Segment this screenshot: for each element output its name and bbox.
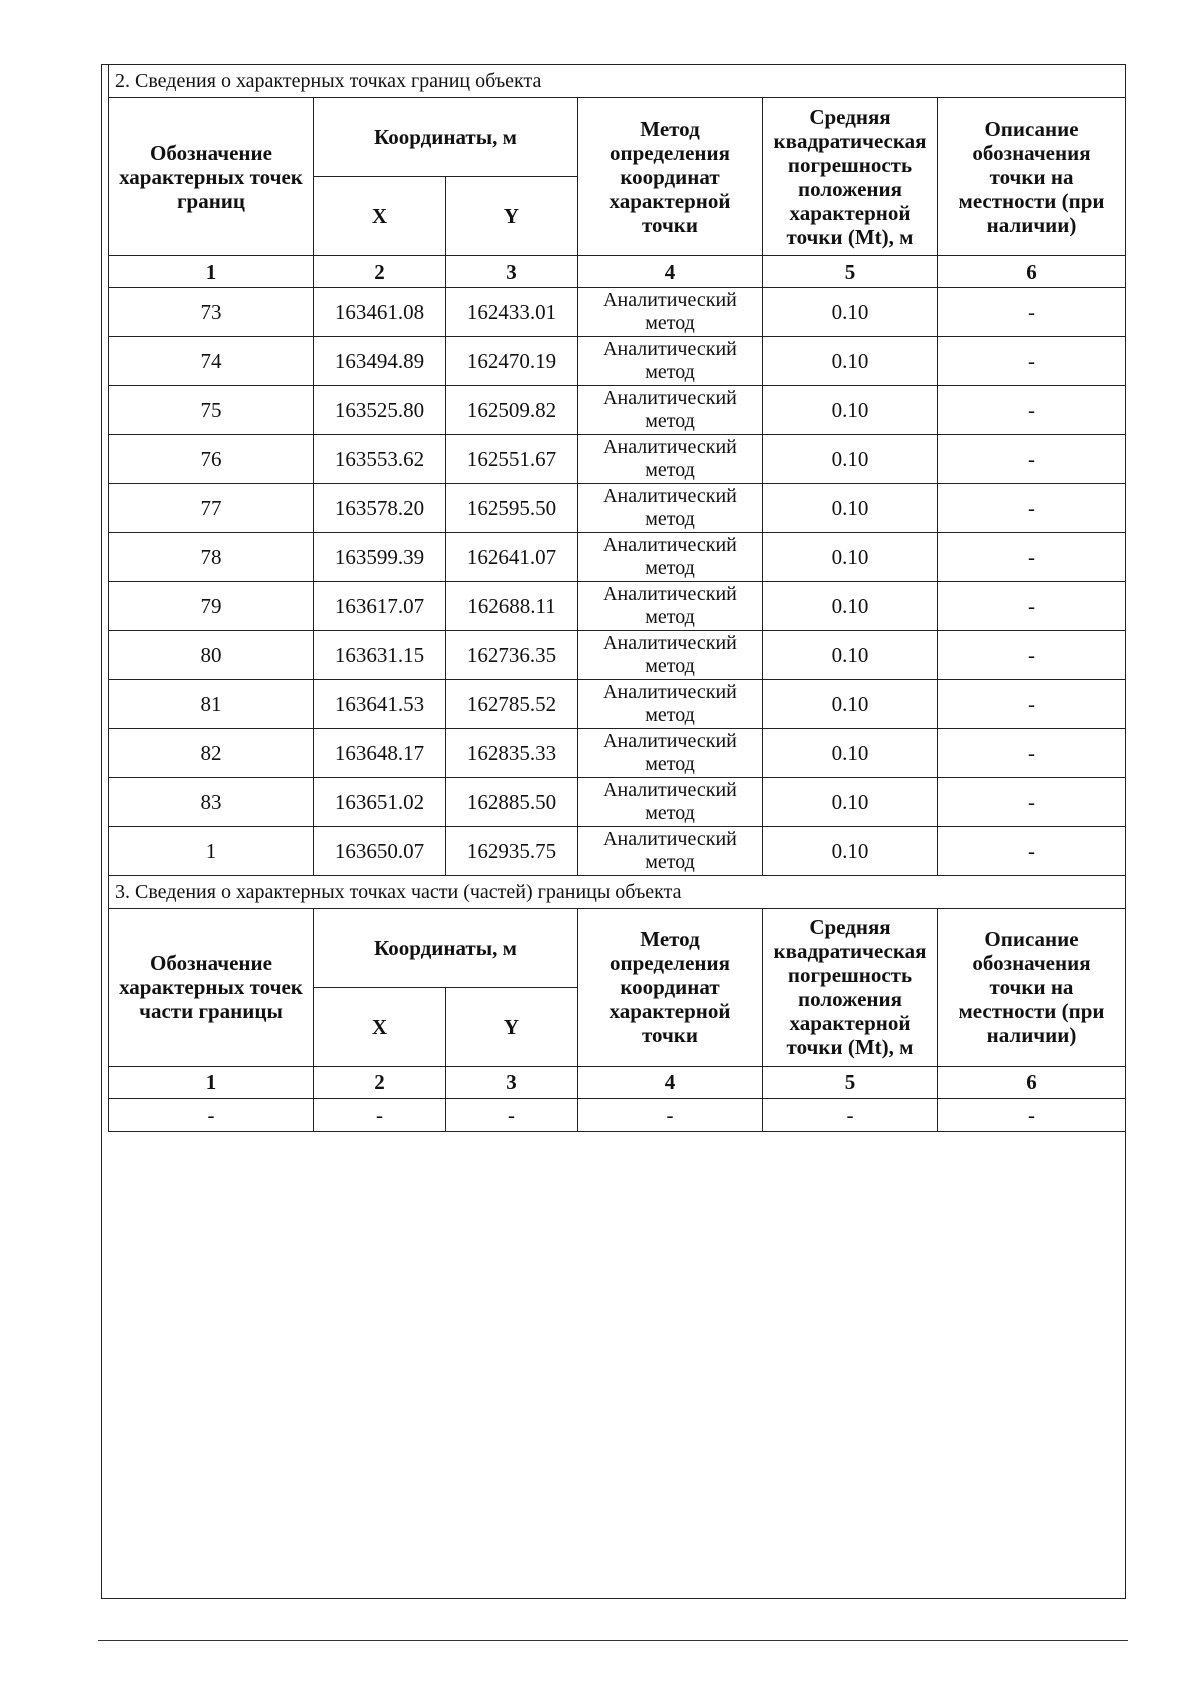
description: - [938,288,1126,337]
mt-error: 0.10 [763,337,938,386]
coord-y: 162509.82 [446,386,578,435]
description: - [938,484,1126,533]
boundary-points-table [108,64,1126,876]
point-id: 77 [109,484,314,533]
header-designation: Обозначение характерных точек границ [109,98,314,256]
mt-error: 0.10 [763,778,938,827]
column-number: 5 [763,256,938,288]
mt-error: 0.10 [763,729,938,778]
table-row [109,288,1126,337]
coord-y: 162433.01 [446,288,578,337]
coord-x: 163651.02 [314,778,446,827]
coord-x: 163648.17 [314,729,446,778]
table-row [109,484,1126,533]
column-number: 3 [446,1066,578,1098]
coord-y: 162641.07 [446,533,578,582]
column-number: 6 [938,1066,1126,1098]
table-row [109,778,1126,827]
header-method: Метод определения координат характерной точки [578,98,763,256]
point-id: 75 [109,386,314,435]
empty-cell: - [578,1098,763,1131]
header-y: Y [446,177,578,256]
method: Аналитический метод [578,533,763,582]
section-2-title: 2. Сведения о характерных точках границ объекта [109,65,1126,98]
table-row [109,680,1126,729]
point-id: 76 [109,435,314,484]
column-numbers-row [109,256,1126,288]
method: Аналитический метод [578,827,763,876]
column-number: 2 [314,256,446,288]
description: - [938,533,1126,582]
table-row [109,337,1126,386]
header-y: Y [446,987,578,1066]
mt-error: 0.10 [763,288,938,337]
column-number: 6 [938,256,1126,288]
header-description: Описание обозначения точки на местности (при наличии) [938,98,1126,256]
point-id: 73 [109,288,314,337]
empty-cell: - [763,1098,938,1131]
column-number: 1 [109,1066,314,1098]
header-error: Средняя квадратическая погрешность положения характерной точки (Mt), м [763,98,938,256]
method: Аналитический метод [578,435,763,484]
table-row [109,582,1126,631]
description: - [938,631,1126,680]
header-coordinates: Координаты, м [314,908,578,987]
empty-cell: - [314,1098,446,1131]
coord-y: 162835.33 [446,729,578,778]
section-3-title: 3. Сведения о характерных точках части (частей) границы объекта [109,875,1126,908]
mt-error: 0.10 [763,631,938,680]
header-designation: Обозначение характерных точек части границы [109,908,314,1066]
mt-error: 0.10 [763,582,938,631]
coord-x: 163641.53 [314,680,446,729]
point-id: 82 [109,729,314,778]
mt-error: 0.10 [763,435,938,484]
mt-error: 0.10 [763,386,938,435]
description: - [938,827,1126,876]
mt-error: 0.10 [763,484,938,533]
coord-x: 163617.07 [314,582,446,631]
column-number: 5 [763,1066,938,1098]
header-error: Средняя квадратическая погрешность положения характерной точки (Mt), м [763,908,938,1066]
table-row [109,827,1126,876]
column-number: 3 [446,256,578,288]
description: - [938,337,1126,386]
coord-y: 162595.50 [446,484,578,533]
coord-x: 163461.08 [314,288,446,337]
coord-x: 163553.62 [314,435,446,484]
table-row [109,386,1126,435]
table-row [109,435,1126,484]
method: Аналитический метод [578,337,763,386]
bottom-rule [98,1640,1128,1641]
empty-cell: - [938,1098,1126,1131]
table-row [109,631,1126,680]
point-id: 83 [109,778,314,827]
header-x: X [314,177,446,256]
method: Аналитический метод [578,631,763,680]
description: - [938,778,1126,827]
coord-y: 162736.35 [446,631,578,680]
empty-cell: - [446,1098,578,1131]
method: Аналитический метод [578,680,763,729]
header-coordinates: Координаты, м [314,98,578,177]
coord-x: 163578.20 [314,484,446,533]
mt-error: 0.10 [763,680,938,729]
coord-x: 163599.39 [314,533,446,582]
method: Аналитический метод [578,484,763,533]
point-id: 1 [109,827,314,876]
method: Аналитический метод [578,582,763,631]
point-id: 81 [109,680,314,729]
method: Аналитический метод [578,729,763,778]
coord-x: 163631.15 [314,631,446,680]
column-number: 2 [314,1066,446,1098]
mt-error: 0.10 [763,827,938,876]
empty-cell: - [109,1098,314,1131]
coord-y: 162935.75 [446,827,578,876]
coord-y: 162785.52 [446,680,578,729]
column-number: 1 [109,256,314,288]
coord-x: 163650.07 [314,827,446,876]
coord-x: 163494.89 [314,337,446,386]
description: - [938,435,1126,484]
point-id: 80 [109,631,314,680]
coord-y: 162885.50 [446,778,578,827]
column-numbers-row [109,1066,1126,1098]
table-row [109,729,1126,778]
header-x: X [314,987,446,1066]
coord-x: 163525.80 [314,386,446,435]
coord-y: 162470.19 [446,337,578,386]
description: - [938,680,1126,729]
empty-row [109,1098,1126,1131]
coord-y: 162688.11 [446,582,578,631]
part-boundary-points-table [108,875,1126,1132]
document-tables [108,64,1125,1132]
point-id: 74 [109,337,314,386]
coord-y: 162551.67 [446,435,578,484]
description: - [938,386,1126,435]
point-id: 79 [109,582,314,631]
mt-error: 0.10 [763,533,938,582]
table-row [109,533,1126,582]
header-description: Описание обозначения точки на местности (при наличии) [938,908,1126,1066]
method: Аналитический метод [578,778,763,827]
header-method: Метод определения координат характерной точки [578,908,763,1066]
method: Аналитический метод [578,288,763,337]
column-number: 4 [578,1066,763,1098]
method: Аналитический метод [578,386,763,435]
description: - [938,729,1126,778]
description: - [938,582,1126,631]
point-id: 78 [109,533,314,582]
column-number: 4 [578,256,763,288]
